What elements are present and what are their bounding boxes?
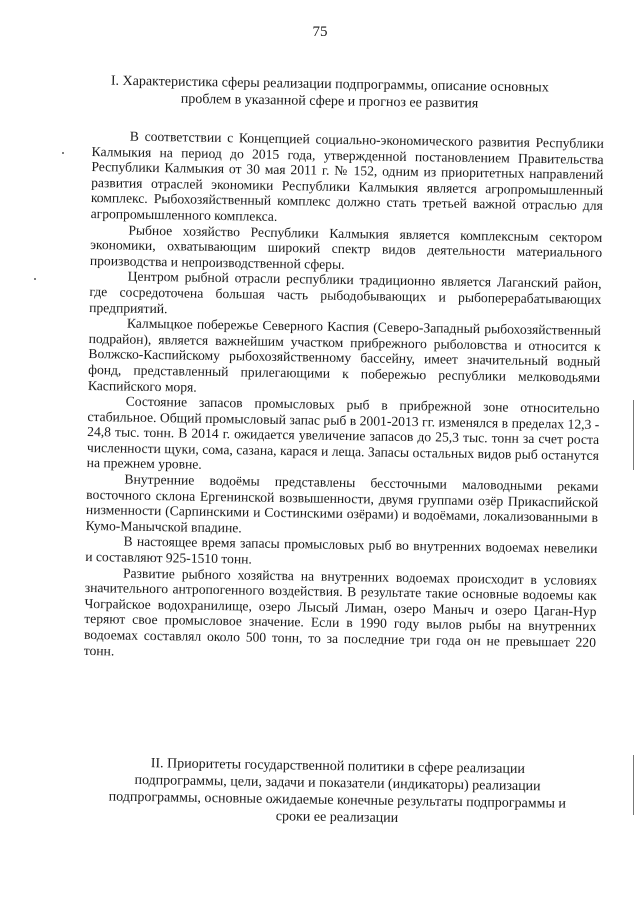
section-1-body [84, 128, 604, 666]
section-2-heading-line: подпрограммы, цели, задачи и показатели (индикаторы) реализации [134, 772, 541, 795]
paragraph: Центром рыбной отрасли республики традиционно является Лаганский район, где сосредоточена большая часть рыбодобывающих и рыбоперерабатывающих предприятий. [89, 268, 602, 316]
paragraph: Рыбное хозяйство Республики Калмыкия является комплексным сектором экономики, охватывающим широкий спектр видов деятельности материального производства и непроизводственной сферы. [89, 222, 603, 272]
section-1-heading-line: проблем в указанной сфере и прогноз ее развития [180, 91, 479, 112]
section-1-heading [69, 72, 589, 114]
section-2-heading-line: II. Приоритеты государственной политики в сфере реализации [150, 756, 526, 778]
paragraph: В соответствии с Концепцией социально-экономического развития Республики Калмыкия на период до 2015 года, утвержденной постановлением Правительства Республики Калмыкия от 30 мая 2011 г. № 152, одним из приоритетных направлений развития отраслей экономики Республики Калмыкия является агропромышленный комплекс. Рыбохозяйственный комплекс должно стать третьей важной отраслью для агропромышленного комплекса. [90, 128, 604, 224]
scan-speck [34, 278, 36, 280]
paragraph: В настоящее время запасы промысловых рыб во внутренних водоемах невелики и составляют 925-1510 тонн. [85, 533, 598, 567]
scan-edge-mark [633, 755, 634, 815]
section-1-heading-line: I. Характеристика сферы реализации подпрограммы, описание основных [110, 73, 549, 96]
section-2-heading [77, 754, 598, 830]
paragraph: Развитие рыбного хозяйства на внутренних водоемах происходит в условиях значительного антропогенного воздействия. В результате такие основные водоемы как Чограйское водохранилище, озеро Лысый Лиман, озеро Маныч и озеро Цаган-Нур теряют свое промысловое значение. Если в 1990 году вылов рыбы на внутренних водоемах составлял около 500 тонн, то за последние три года он не превышает 220 тонн. [83, 565, 598, 659]
section-2-heading-line: подпрограммы, основные ожидаемые конечные результаты подпрограммы и [108, 789, 567, 812]
paragraph: Калмыцкое побережье Северного Каспия (Северо-Западный рыбохозяйственный подрайон), является важнейшим участком прибрежного рыболовства и относится к Волжско-Каспийскому рыбохозяйственному бассейну, имеет значительный водный фонд, представленный прилегающими к побережью республики мелководьями Каспийского моря. [87, 315, 601, 395]
page-number: 75 [312, 24, 328, 40]
paragraph: Внутренние водоёмы представлены бессточными маловодными реками восточного склона Ергенинской возвышенности, двумя группами озёр Прикаспийской низменности (Сарпинскими и Состинскими озёрами) и водоёмами, локализованными в Кумо-Манычской впадине. [85, 471, 599, 536]
scan-speck [62, 152, 64, 154]
paragraph: Состояние запасов промысловых рыб в прибрежной зоне относительно стабильное. Общий промысловый запас рыб в 2001-2013 гг. изменялся в пределах 12,3 - 24,8 тыс. тонн. В 2014 г. ожидается увеличение запасов до 25,3 тыс. тонн за счет роста численности щуки, сома, сазана, карася и леща. Запасы остальных видов рыб останутся на прежнем уровне. [86, 393, 600, 473]
scan-edge-mark [633, 400, 634, 470]
section-2-heading-line: сроки ее реализации [275, 809, 399, 827]
